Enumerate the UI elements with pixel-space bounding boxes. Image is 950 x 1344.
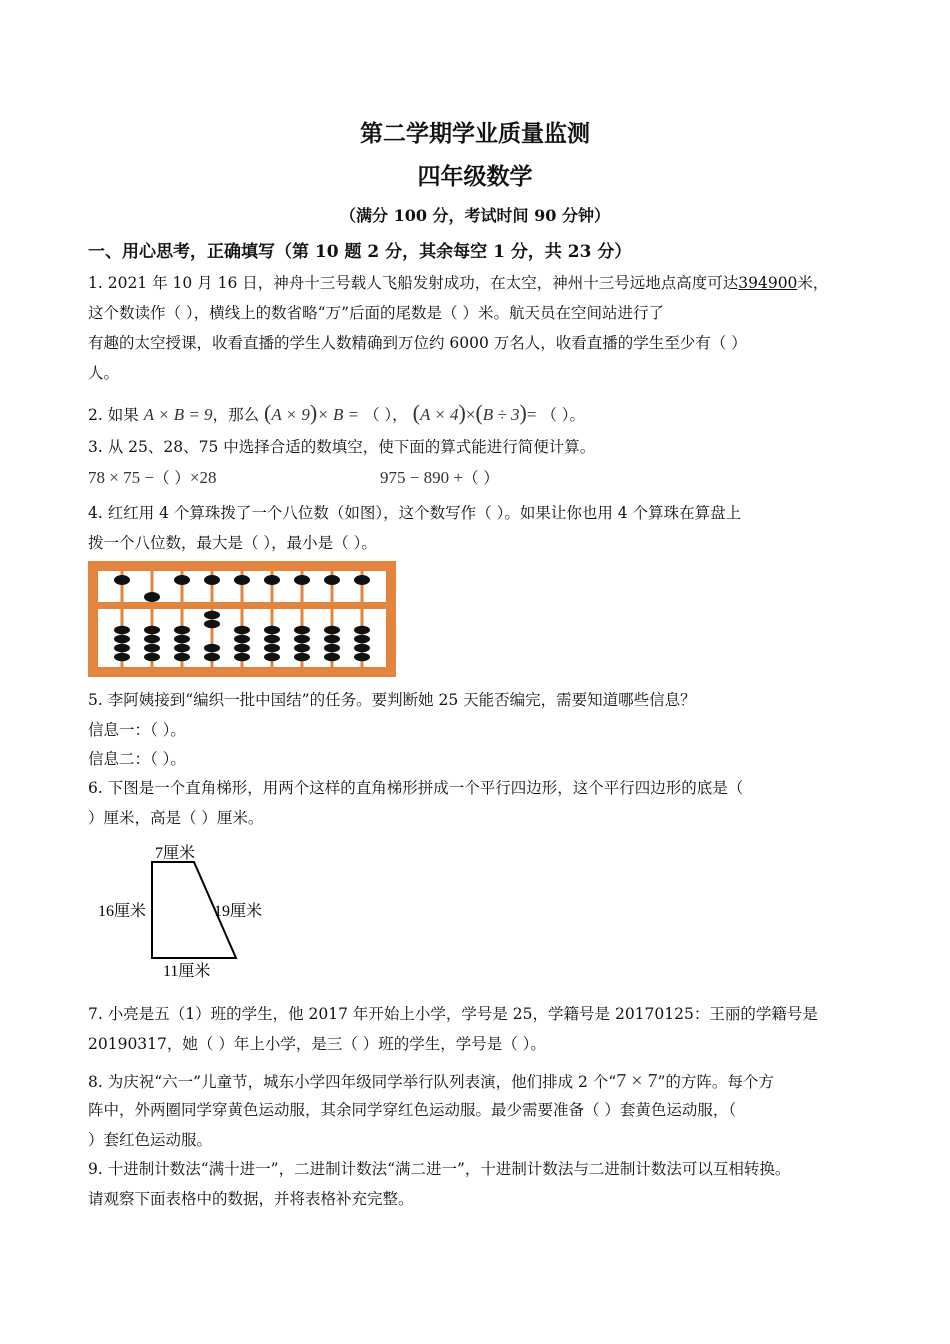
exam-title: 第二学期学业质量监测 (360, 120, 590, 147)
q5-info2[interactable]: 信息二：（ ）。 (88, 750, 186, 768)
q6-line1: 6. 下图是一个直角梯形，用两个这样的直角梯形拼成一个平行四边形，这个平行四边形的底是（ (88, 779, 744, 797)
abacus-lower-bead (264, 635, 280, 644)
abacus-upper-bead (294, 575, 310, 585)
q1-line1 (88, 273, 828, 293)
q2-blank1[interactable]: （ ）， (364, 406, 408, 424)
q2-expr3a: A × 4 (419, 405, 459, 424)
abacus-lower-bead (294, 653, 310, 662)
q2-paren3-open: ( (412, 400, 420, 425)
q2-text-a: 2. 如果 (88, 406, 139, 424)
abacus-lower-bead (324, 653, 340, 662)
q8-line2: 阵中，外两圈同学穿黄色运动服，其余同学穿红色运动服。最少需要准备（ ）套黄色运动服，（ (88, 1101, 737, 1119)
q3-expr1-text: 78 × 75 − (88, 468, 154, 487)
abacus-lower-bead (264, 653, 280, 662)
abacus-lower-bead (144, 626, 160, 635)
q8-line1 (88, 1071, 774, 1092)
abacus-rod (181, 571, 184, 667)
abacus-upper-bead (174, 575, 190, 585)
abacus-lower-bead (354, 635, 370, 644)
abacus-figure (88, 561, 396, 677)
q2-paren-open: ( (264, 400, 272, 425)
left-label: 16厘米 (98, 903, 147, 920)
abacus-lower-bead (174, 644, 190, 653)
q2-expr3b: B ÷ 3 (482, 405, 520, 424)
q2-expr2: A × 9 (271, 405, 310, 424)
abacus-lower-bead (174, 635, 190, 644)
abacus-lower-bead (354, 653, 370, 662)
abacus-upper-bead (144, 592, 160, 602)
q8-line3: ）套红色运动服。 (88, 1131, 213, 1149)
abacus-rod (151, 571, 154, 667)
abacus-lower-bead (294, 626, 310, 635)
q1-line2: 这个数读作（ ），横线上的数省略“万”后面的尾数是（ ）米。航天员在空间站进行了 (88, 304, 664, 322)
q8-text-a: 8. 为庆祝“六一”儿童节，城东小学四年级同学举行队列表演，他们排成 2 个“ (88, 1073, 617, 1091)
abacus-rod (361, 571, 364, 667)
q5-line1: 5. 李阿姨接到“编织一批中国结”的任务。要判断她 25 天能否编完，需要知道哪些信息？ (88, 691, 696, 709)
abacus-lower-bead (294, 644, 310, 653)
abacus-lower-bead (324, 635, 340, 644)
q1-text-a: 1. 2021 年 10 月 16 日，神舟十三号载人飞船发射成功，在太空，神州十三号远地点高度可达 (88, 274, 739, 292)
abacus-upper-bead (354, 575, 370, 585)
abacus-lower-bead (204, 644, 220, 653)
abacus-lower-bead (114, 635, 130, 644)
q2-line (88, 400, 586, 425)
abacus-lower-bead (264, 626, 280, 635)
q3-blank1[interactable]: （ ） (153, 469, 190, 487)
q3-expr1-tail: ×28 (189, 468, 217, 487)
abacus-lower-bead (234, 644, 250, 653)
abacus-lower-bead (144, 635, 160, 644)
q7-line2: 20190317，她（ ）年上小学，是三（ ）班的学生，学号是（ ）。 (88, 1035, 546, 1053)
abacus-upper-bead (324, 575, 340, 585)
q2-paren3-close: ) (458, 400, 466, 425)
abacus-rod (301, 571, 304, 667)
q6-line2: ）厘米，高是（ ）厘米。 (88, 809, 264, 827)
section-heading: 一、用心思考，正确填写（第 10 题 2 分，其余每空 1 分，共 23 分） (88, 242, 632, 262)
right-label: 19厘米 (214, 903, 263, 920)
abacus-lower-bead (324, 644, 340, 653)
q3-expr2 (380, 468, 499, 488)
abacus-lower-bead (174, 653, 190, 662)
abacus-lower-bead (204, 653, 220, 662)
abacus-rod (331, 571, 334, 667)
q4-line1: 4. 红红用 4 个算珠拨了一个八位数（如图），这个数写作（ ）。如果让你也用 4 个算珠在算盘上 (88, 504, 742, 522)
q1-underlined-number: 394900 (738, 274, 798, 292)
q2-eq: = (526, 405, 537, 424)
abacus-rod (121, 571, 124, 667)
q8-text-b: ”的方阵。每个方 (657, 1073, 774, 1091)
abacus-lower-bead (354, 626, 370, 635)
q1-line4: 人。 (88, 364, 120, 382)
trapezoid-figure (90, 838, 280, 988)
abacus-lower-bead (144, 644, 160, 653)
abacus-upper-bead (264, 575, 280, 585)
q1-text-b: 米， (797, 274, 829, 292)
q7-line1: 7. 小亮是五（1）班的学生，他 2017 年开始上小学，学号是 25，学籍号是 20170125：王丽的学籍号是 (88, 1005, 818, 1023)
q9-line2: 请观察下面表格中的数据，并将表格补充完整。 (88, 1190, 414, 1208)
abacus-lower-bead (264, 644, 280, 653)
q1-line3: 有趣的太空授课，收看直播的学生人数精确到万位约 6000 万名人，收看直播的学生至少有（ ） (88, 334, 747, 352)
q2-expr2b: × B = (317, 405, 360, 424)
abacus-upper-bead (204, 575, 220, 585)
top-label: 7厘米 (155, 845, 196, 862)
q2-paren4-close: ) (519, 400, 527, 425)
subject-title: 四年级数学 (417, 163, 533, 190)
abacus-upper-bead (114, 575, 130, 585)
exam-note: （满分 100 分，考试时间 90 分钟） (340, 206, 610, 225)
bottom-label: 11厘米 (163, 963, 211, 980)
abacus-lower-bead (294, 635, 310, 644)
q3-blank2[interactable]: （ ） (462, 469, 499, 487)
q4-line2: 拨一个八位数，最大是（ ），最小是（ ）。 (88, 534, 377, 552)
q8-matrix: 7 × 7 (616, 1070, 658, 1092)
abacus-rod (271, 571, 274, 667)
q9-line1: 9. 十进制计数法“满十进一”，二进制计数法“满二进一”，十进制计数法与二进制计数法可以互相转换。 (88, 1160, 791, 1178)
abacus-lower-bead (204, 620, 220, 629)
abacus-lower-bead (354, 644, 370, 653)
q2-times: × (465, 405, 476, 424)
q2-paren-close: ) (309, 400, 318, 425)
q5-info1[interactable]: 信息一：（ ）。 (88, 721, 186, 739)
q3-expr2-text: 975 − 890 + (380, 468, 463, 487)
abacus-lower-bead (204, 611, 220, 620)
q2-text-b: ，那么 (212, 406, 260, 424)
abacus-lower-bead (234, 653, 250, 662)
abacus-upper-bead (234, 575, 250, 585)
q2-blank2[interactable]: （ ）。 (541, 406, 586, 424)
abacus-lower-bead (114, 644, 130, 653)
abacus-lower-bead (234, 626, 250, 635)
q2-paren4-open: ( (475, 400, 483, 425)
abacus-lower-bead (234, 635, 250, 644)
abacus-lower-bead (144, 653, 160, 662)
q2-expr1: A × B = 9 (143, 405, 213, 424)
abacus-rod (241, 571, 244, 667)
q3-text: 3. 从 25、28、75 中选择合适的数填空，使下面的算式能进行简便计算。 (88, 438, 596, 456)
abacus-lower-bead (324, 626, 340, 635)
abacus-lower-bead (174, 626, 190, 635)
q3-expr1 (88, 468, 216, 488)
abacus-lower-bead (114, 626, 130, 635)
abacus-lower-bead (114, 653, 130, 662)
